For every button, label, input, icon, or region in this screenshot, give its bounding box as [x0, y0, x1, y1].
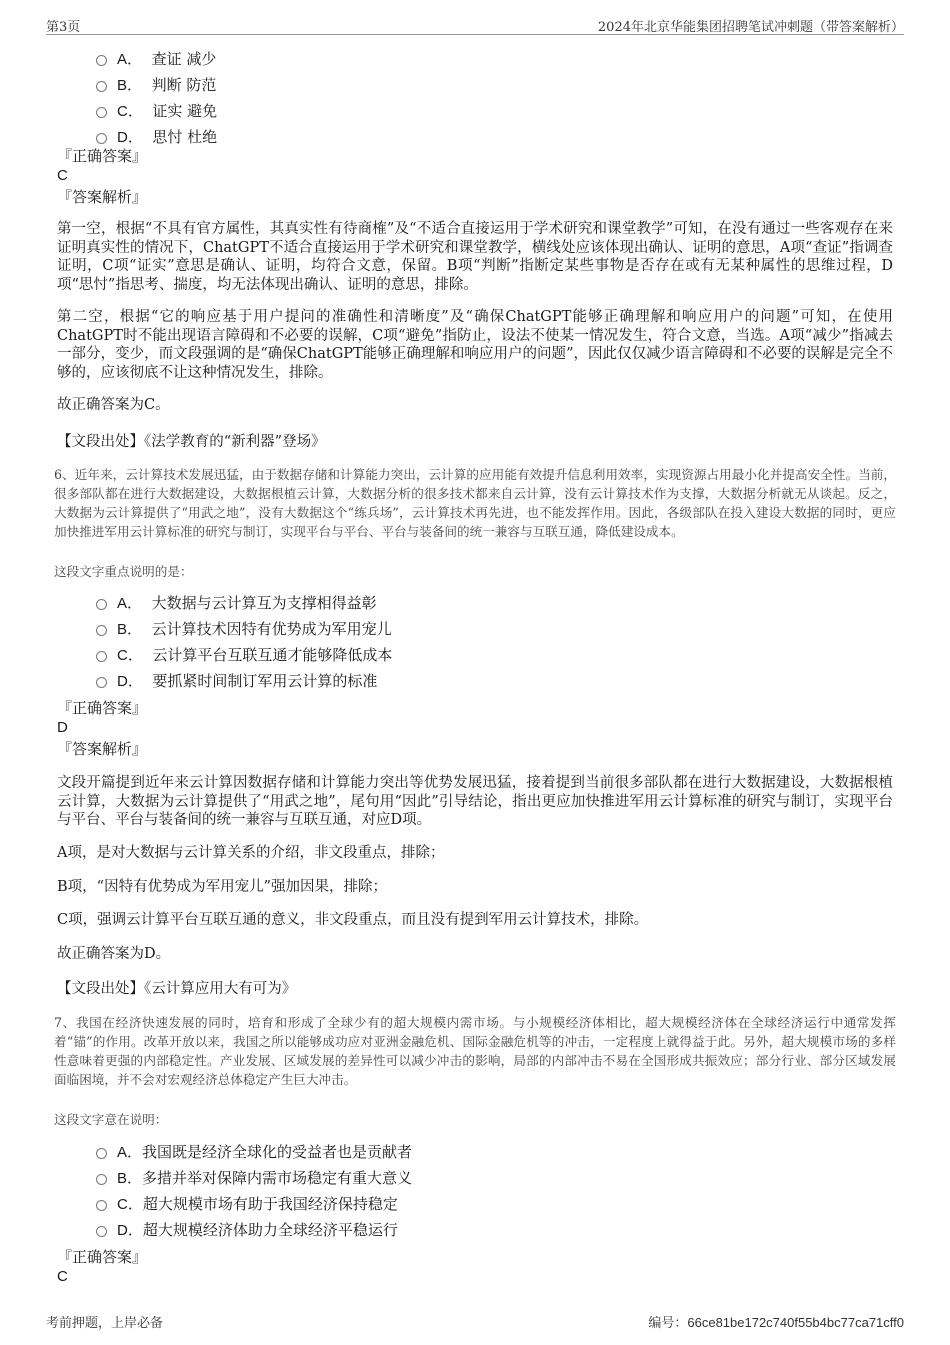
- q5-option-c[interactable]: C． 证实 避免: [96, 100, 217, 126]
- radio-icon[interactable]: [96, 55, 107, 66]
- q6-analysis-label: 『答案解析』: [57, 740, 148, 758]
- radio-icon[interactable]: [96, 107, 107, 118]
- q6-options: [96, 592, 392, 696]
- radio-icon[interactable]: [96, 677, 107, 688]
- q6-analysis-a: A项，是对大数据与云计算关系的介绍，非文段重点，排除；: [57, 845, 445, 861]
- code-value: 66ce81be172c740f55b4bc77ca71cff0: [687, 1315, 904, 1330]
- radio-icon[interactable]: [96, 1174, 107, 1185]
- radio-icon[interactable]: [96, 81, 107, 92]
- q7-answer-label: 『正确答案』: [57, 1248, 148, 1266]
- q6-question: 6、近年来，云计算技术发展迅猛，由于数据存储和计算能力突出，云计算的应用能有效提升信息利用效率，实现资源占用最小化并提高安全性。当前，很多部队都在进行大数据建设，大数据根植云计算，大数据分析的很多技术都来自云计算，没有云计算技术作为支撑，大数据分析就无从谈起。反之，大数据为云计算提供了“用武之地”，没有大数据这个“练兵场”，云计算技术再先进，也不能发挥作用。因此，各级部队在投入建设大数据的同时，更应加快推进军用云计算标准的研究与制订，实现平台与平台、平台与装备间的统一兼容与互联互通，降低建设成本。: [54, 467, 896, 539]
- q7-question: 7、我国在经济快速发展的同时，培育和形成了全球少有的超大规模内需市场。与小规模经济体相比，超大规模经济体在全球经济运行中通常发挥着“锚”的作用。改革开放以来，我国之所以能够成功应对亚洲金融危机、国际金融危机等的冲击，一定程度上就得益于此。另外，超大规模市场的多样性意味着更强的内部稳定性。产业发展、区域发展的差异性可以减少冲击的影响，局部的内部冲击不易在全国形成共振效应；部分行业、部分区域发展面临困境，并不会对宏观经济总体稳定产生巨大冲击。: [54, 1015, 896, 1087]
- q7-option-b[interactable]: B．多措并举对保障内需市场稳定有重大意义: [96, 1167, 412, 1193]
- radio-icon[interactable]: [96, 651, 107, 662]
- footer-slogan: 考前押题，上岸必备: [46, 1316, 164, 1331]
- code-label: 编号：: [648, 1315, 688, 1330]
- radio-icon[interactable]: [96, 1148, 107, 1159]
- radio-icon[interactable]: [96, 599, 107, 610]
- page-header: [46, 16, 904, 35]
- q5-analysis-label: 『答案解析』: [57, 188, 148, 206]
- q6-option-b[interactable]: B． 云计算技术因特有优势成为军用宠儿: [96, 618, 392, 644]
- q5-option-b[interactable]: B． 判断 防范: [96, 74, 217, 100]
- q6-answer-label: 『正确答案』: [57, 699, 148, 717]
- radio-icon[interactable]: [96, 1226, 107, 1237]
- radio-icon[interactable]: [96, 625, 107, 636]
- q6-answer: D: [57, 719, 68, 736]
- q5-answer-label: 『正确答案』: [57, 147, 148, 165]
- q6-option-a[interactable]: A． 大数据与云计算互为支撑相得益彰: [96, 592, 392, 618]
- q7-answer: C: [57, 1268, 68, 1285]
- q6-prompt: 这段文字重点说明的是：: [54, 564, 193, 579]
- q5-option-d[interactable]: D． 思忖 杜绝: [96, 126, 217, 152]
- q7-options: [96, 1141, 412, 1245]
- q5-source: 【文段出处】《法学教育的“新利器”登场》: [57, 434, 326, 450]
- q6-analysis-b: B项，“因特有优势成为军用宠儿”强加因果，排除；: [57, 879, 387, 895]
- q7-option-a[interactable]: A．我国既是经济全球化的受益者也是贡献者: [96, 1141, 412, 1167]
- q6-option-d[interactable]: D． 要抓紧时间制订军用云计算的标准: [96, 670, 392, 696]
- q5-analysis-paragraph-2: 第二空，根据“它的响应基于用户提问的准确性和清晰度”及“确保ChatGPT能够正确理解和响应用户的问题”可知，在使用ChatGPT时不能出现语言障碍和不必要的误解，C项“避免”指防止，设法不使某一情况发生，符合文意，当选。A项“减少”指减去一部分，变少，而文段强调的是“确保ChatGPT能够正确理解和响应用户的问题”，因此仅仅减少语言障碍和不必要的误解是完全不够的，应该彻底不让这种情况发生，排除。: [57, 309, 893, 381]
- q6-source: 【文段出处】《云计算应用大有可为》: [57, 981, 297, 997]
- q5-options: [96, 48, 217, 152]
- radio-icon[interactable]: [96, 133, 107, 144]
- q6-conclusion: 故正确答案为D。: [57, 946, 171, 962]
- q6-analysis-paragraph-1: 文段开篇提到近年来云计算因数据存储和计算能力突出等优势发展迅猛，接着提到当前很多部队都在进行大数据建设，大数据根植云计算，大数据为云计算提供了“用武之地”，尾句用“因此”引导结论，指出更应加快推进军用云计算标准的研究与制订，实现平台与平台、平台与装备间的统一兼容与互联互通，对应D项。: [57, 775, 893, 828]
- q5-conclusion: 故正确答案为C。: [57, 397, 170, 413]
- radio-icon[interactable]: [96, 1200, 107, 1211]
- q7-option-d[interactable]: D．超大规模经济体助力全球经济平稳运行: [96, 1219, 412, 1245]
- q5-option-a[interactable]: A． 查证 减少: [96, 48, 217, 74]
- document-code: [648, 1312, 904, 1331]
- q6-option-c[interactable]: C． 云计算平台互联互通才能够降低成本: [96, 644, 392, 670]
- q5-analysis-paragraph-1: 第一空，根据“不具有官方属性，其真实性有待商榷”及“不适合直接运用于学术研究和课堂教学”可知，在没有通过一些客观存在来证明真实性的情况下，ChatGPT不适合直接运用于学术研究和课堂教学，横线处应该体现出确认、证明的意思，A项“查证”指调查证明，C项“证实”意思是确认、证明，均符合文意，保留。B项“判断”指断定某些事物是否存在或有无某种属性的思维过程，D项“思忖”指思考、揣度，均无法体现出确认、证明的意思，排除。: [57, 221, 893, 293]
- page-number: 第3页: [46, 20, 81, 35]
- q7-option-c[interactable]: C．超大规模市场有助于我国经济保持稳定: [96, 1193, 412, 1219]
- q7-prompt: 这段文字意在说明：: [54, 1112, 168, 1127]
- page-footer: [46, 1312, 904, 1332]
- q6-analysis-c: C项，强调云计算平台互联互通的意义，非文段重点，而且没有提到军用云计算技术，排除。: [57, 912, 649, 928]
- q5-answer: C: [57, 167, 68, 184]
- document-title: 2024年北京华能集团招聘笔试冲刺题（带答案解析）: [597, 20, 904, 35]
